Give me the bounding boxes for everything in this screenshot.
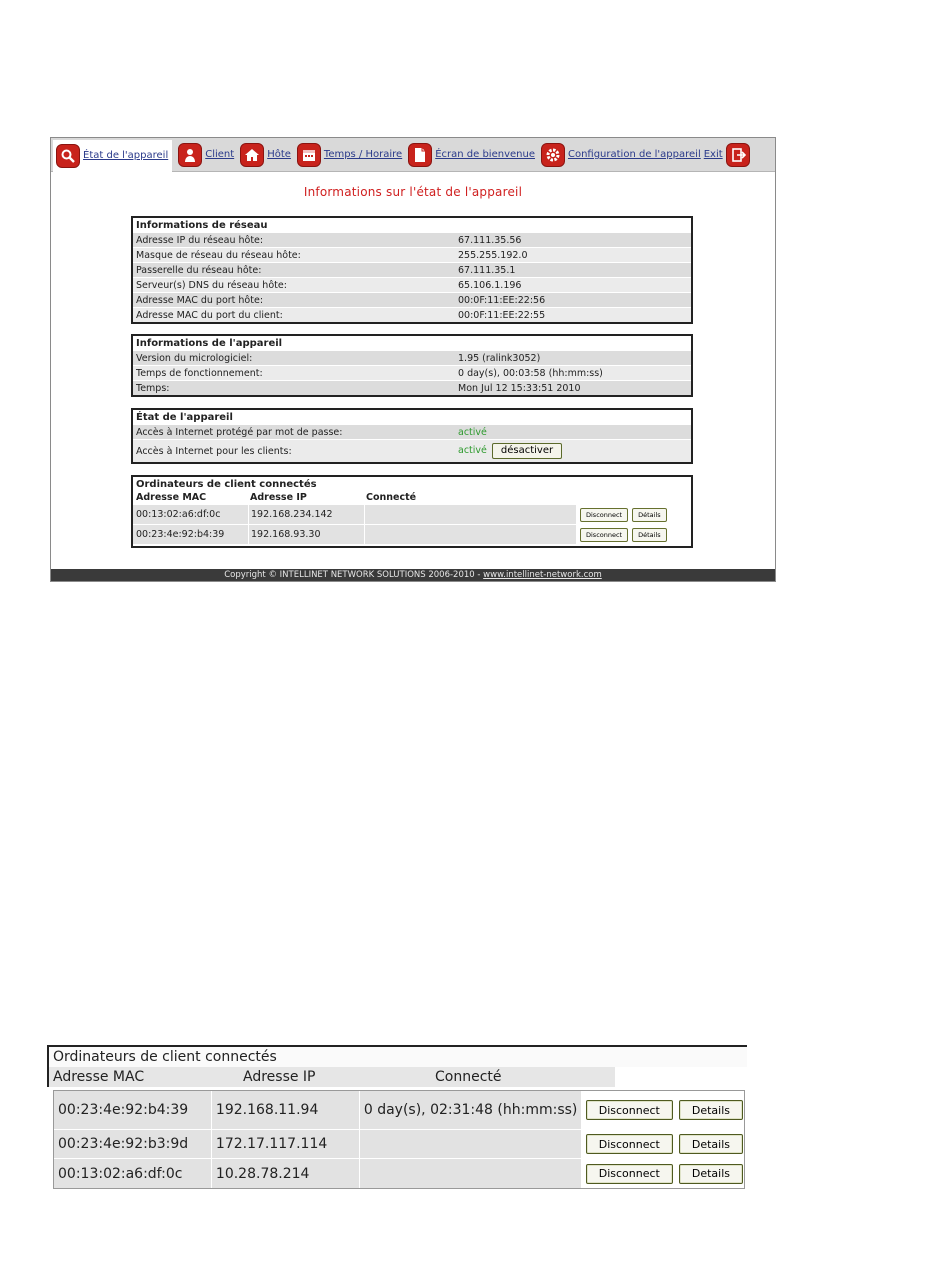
kv-row bbox=[133, 292, 691, 307]
kv-value: 65.106.1.196 bbox=[458, 279, 522, 291]
mac-cell: 00:23:4e:92:b4:39 bbox=[54, 1091, 212, 1129]
column-header-ip: Adresse IP bbox=[250, 491, 307, 503]
details-button[interactable]: Détails bbox=[632, 508, 667, 522]
kv-row bbox=[133, 232, 691, 247]
nav-item-device-status[interactable] bbox=[53, 140, 172, 172]
row-actions bbox=[582, 1130, 744, 1158]
kv-row bbox=[133, 424, 691, 439]
disconnect-button[interactable]: Disconnect bbox=[580, 528, 628, 542]
connected-cell bbox=[360, 1159, 582, 1188]
row-actions bbox=[582, 1159, 744, 1188]
nav-item-time-schedule[interactable] bbox=[294, 140, 402, 170]
nav-label: Client bbox=[205, 149, 235, 160]
zoomed-table-title: Ordinateurs de client connectés bbox=[47, 1045, 747, 1067]
status-value: activé bbox=[458, 426, 487, 438]
zoomed-table-header bbox=[47, 1067, 747, 1087]
disconnect-button[interactable]: Disconnect bbox=[580, 508, 628, 522]
status-value: activé bbox=[458, 445, 487, 456]
kv-row bbox=[133, 277, 691, 292]
network-info-panel bbox=[131, 216, 693, 324]
device-status-window bbox=[50, 137, 776, 582]
panel-title: Informations de réseau bbox=[136, 220, 268, 231]
deactivate-button[interactable]: désactiver bbox=[492, 443, 562, 459]
kv-label: Version du micrologiciel: bbox=[136, 352, 253, 364]
clients-panel bbox=[131, 475, 693, 548]
kv-value-wrap bbox=[458, 443, 691, 459]
disconnect-button[interactable]: Disconnect bbox=[586, 1100, 673, 1120]
device-state-rows bbox=[133, 424, 691, 462]
column-header-mac: Adresse MAC bbox=[53, 1069, 145, 1085]
row-actions bbox=[577, 525, 691, 544]
kv-value: 1.95 (ralink3052) bbox=[458, 352, 541, 364]
kv-row bbox=[133, 307, 691, 322]
ip-cell: 192.168.93.30 bbox=[249, 525, 365, 544]
details-button[interactable]: Details bbox=[679, 1100, 743, 1120]
kv-row bbox=[133, 350, 691, 365]
nav-label: Écran de bienvenue bbox=[435, 149, 535, 160]
kv-row bbox=[133, 439, 691, 462]
table-row bbox=[54, 1091, 744, 1130]
connected-cell bbox=[365, 505, 577, 524]
details-button[interactable]: Details bbox=[679, 1164, 743, 1184]
kv-label: Adresse MAC du port du client: bbox=[136, 309, 283, 321]
magnifier-icon bbox=[56, 144, 80, 168]
ip-cell: 172.17.117.114 bbox=[212, 1130, 360, 1158]
nav-label: État de l'appareil bbox=[83, 150, 169, 161]
client-icon bbox=[178, 143, 202, 167]
row-actions bbox=[582, 1091, 744, 1129]
nav-item-device-config[interactable] bbox=[538, 140, 701, 170]
mac-cell: 00:23:4e:92:b3:9d bbox=[54, 1130, 212, 1158]
disconnect-button[interactable]: Disconnect bbox=[586, 1164, 673, 1184]
nav-label: Hôte bbox=[267, 149, 291, 160]
kv-row bbox=[133, 365, 691, 380]
nav-item-welcome-screen[interactable] bbox=[405, 140, 535, 170]
kv-label: Accès à Internet protégé par mot de passe: bbox=[136, 426, 343, 438]
column-header-connected: Connecté bbox=[366, 491, 417, 503]
copyright-text: Copyright © INTELLINET NETWORK SOLUTIONS 2006-2010 - bbox=[224, 570, 484, 580]
mac-cell: 00:13:02:a6:df:0c bbox=[133, 505, 249, 524]
column-header-mac: Adresse MAC bbox=[136, 491, 207, 503]
panel-title: État de l'appareil bbox=[136, 412, 233, 423]
nav-item-client[interactable] bbox=[175, 140, 234, 170]
nav-item-exit[interactable] bbox=[704, 140, 753, 170]
ip-cell: 192.168.234.142 bbox=[249, 505, 365, 524]
nav-label: Configuration de l'appareil bbox=[567, 149, 701, 160]
kv-label: Serveur(s) DNS du réseau hôte: bbox=[136, 279, 287, 291]
connected-cell bbox=[360, 1130, 582, 1158]
mac-cell: 00:13:02:a6:df:0c bbox=[54, 1159, 212, 1188]
document-icon bbox=[408, 143, 432, 167]
device-state-panel bbox=[131, 408, 693, 464]
nav-item-host[interactable] bbox=[237, 140, 291, 170]
kv-label: Temps de fonctionnement: bbox=[136, 367, 263, 379]
row-actions bbox=[577, 505, 691, 524]
kv-row bbox=[133, 247, 691, 262]
kv-row bbox=[133, 262, 691, 277]
column-header-connected: Connecté bbox=[435, 1069, 502, 1085]
connected-cell bbox=[365, 525, 577, 544]
table-row bbox=[133, 505, 691, 524]
kv-label: Temps: bbox=[136, 382, 170, 394]
device-info-rows bbox=[133, 350, 691, 395]
disconnect-button[interactable]: Disconnect bbox=[586, 1134, 673, 1154]
column-header-ip: Adresse IP bbox=[243, 1069, 316, 1085]
home-icon bbox=[240, 143, 264, 167]
details-button[interactable]: Details bbox=[679, 1134, 743, 1154]
kv-label: Adresse MAC du port hôte: bbox=[136, 294, 264, 306]
network-rows bbox=[133, 232, 691, 322]
kv-label: Accès à Internet pour les clients: bbox=[136, 445, 292, 457]
ip-cell: 192.168.11.94 bbox=[212, 1091, 360, 1129]
panel-title: Informations de l'appareil bbox=[136, 338, 283, 349]
kv-label: Adresse IP du réseau hôte: bbox=[136, 234, 264, 246]
kv-value: Mon Jul 12 15:33:51 2010 bbox=[458, 382, 581, 394]
kv-value: 0 day(s), 00:03:58 (hh:mm:ss) bbox=[458, 367, 603, 379]
table-row bbox=[54, 1130, 744, 1159]
panel-title: Ordinateurs de client connectés bbox=[136, 479, 317, 490]
kv-value: 00:0F:11:EE:22:55 bbox=[458, 309, 546, 321]
ip-cell: 10.28.78.214 bbox=[212, 1159, 360, 1188]
connected-cell: 0 day(s), 02:31:48 (hh:mm:ss) bbox=[360, 1091, 582, 1129]
top-navigation bbox=[51, 138, 775, 172]
kv-label: Passerelle du réseau hôte: bbox=[136, 264, 262, 276]
clients-header bbox=[133, 490, 691, 504]
kv-row bbox=[133, 380, 691, 395]
details-button[interactable]: Détails bbox=[632, 528, 667, 542]
table-row bbox=[54, 1159, 744, 1188]
mac-cell: 00:23:4e:92:b4:39 bbox=[133, 525, 249, 544]
kv-value: 67.111.35.56 bbox=[458, 234, 522, 246]
kv-value: 67.111.35.1 bbox=[458, 264, 516, 276]
calendar-icon bbox=[297, 143, 321, 167]
gear-icon bbox=[541, 143, 565, 167]
kv-value: 255.255.192.0 bbox=[458, 249, 528, 261]
zoomed-table-body bbox=[53, 1090, 745, 1189]
table-row bbox=[133, 525, 691, 544]
header-filler bbox=[615, 1067, 747, 1087]
device-info-panel bbox=[131, 334, 693, 397]
footer-link[interactable]: www.intellinet-network.com bbox=[483, 570, 602, 580]
kv-value: 00:0F:11:EE:22:56 bbox=[458, 294, 546, 306]
page-title: Informations sur l'état de l'appareil bbox=[303, 185, 523, 199]
footer bbox=[51, 569, 775, 581]
kv-label: Masque de réseau du réseau hôte: bbox=[136, 249, 301, 261]
nav-label: Temps / Horaire bbox=[323, 149, 403, 160]
exit-icon bbox=[726, 143, 750, 167]
zoomed-clients-table bbox=[47, 1045, 747, 1189]
nav-label: Exit bbox=[703, 149, 723, 160]
